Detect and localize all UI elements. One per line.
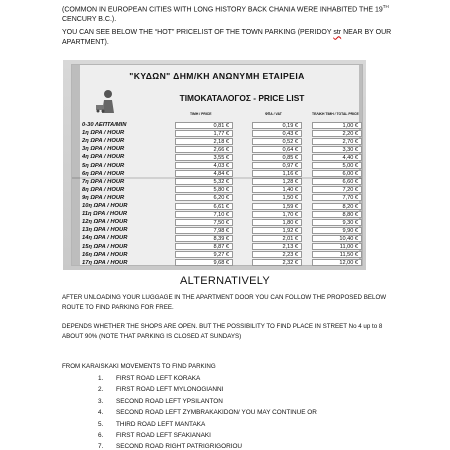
vat-cell: 1,92 € <box>252 227 302 234</box>
vat-cell: 0,97 € <box>252 162 302 169</box>
row-label: 15η ΩΡΑ / HOUR <box>82 243 128 250</box>
step-text: THIRD ROAD LEFT MANTAKA <box>116 420 206 428</box>
table-row <box>72 210 362 218</box>
table-row <box>72 218 362 226</box>
table-row <box>72 137 362 145</box>
row-label: 8η ΩΡΑ / HOUR <box>82 186 125 193</box>
total-cell: 2,20 € <box>312 130 362 137</box>
table-row <box>72 202 362 210</box>
col-header-price: TIMH / PRICE <box>190 112 212 116</box>
total-cell: 4,40 € <box>312 154 362 161</box>
vat-cell: 2,23 € <box>252 251 302 258</box>
price-cell: 6,61 € <box>175 203 233 210</box>
list-item <box>98 384 398 395</box>
price-cell: 0,81 € <box>175 122 233 129</box>
vat-cell: 1,80 € <box>252 219 302 226</box>
table-row <box>72 251 362 259</box>
total-cell: 9,90 € <box>312 227 362 234</box>
row-label: 4η ΩΡΑ / HOUR <box>82 154 125 161</box>
table-row <box>72 243 362 251</box>
sign-price-list-heading: ΤΙΜΟΚΑΤΑΛΟΓΟΣ - PRICE LIST <box>179 93 305 103</box>
row-label: 10η ΩΡΑ / HOUR <box>82 203 128 209</box>
table-row <box>72 145 362 153</box>
total-cell: 8,80 € <box>312 211 362 218</box>
step-text: FIRST ROAD LEFT KORAKA <box>116 375 201 382</box>
row-label: 0-30 ΛΕΠΤΑ/MIN <box>82 122 127 128</box>
row-label: 2η ΩΡΑ / HOUR <box>82 138 125 145</box>
intro-text <box>62 2 402 51</box>
vat-cell: 0,43 € <box>252 130 302 137</box>
table-row <box>72 226 362 234</box>
price-cell: 4,03 € <box>175 162 233 169</box>
vat-cell: 2,32 € <box>252 259 302 266</box>
total-cell: 9,30 € <box>312 219 362 226</box>
total-cell: 11,00 € <box>312 243 362 250</box>
row-label: 13η ΩΡΑ / HOUR <box>82 227 128 234</box>
total-cell: 6,00 € <box>312 170 362 177</box>
vat-cell: 0,85 € <box>252 154 302 161</box>
vat-cell: 2,01 € <box>252 235 302 242</box>
sign-company-title: "ΚΥΔΩΝ" ΔΗΜ/ΚΗ ΑΝΩΝΥΜΗ ΕΤΑΙΡΕΙΑ <box>129 71 305 81</box>
row-label: 1η ΩΡΑ / HOUR <box>82 130 125 137</box>
col-header-vat: ΦΠΑ / VAT <box>265 112 282 116</box>
total-cell: 2,70 € <box>312 138 362 145</box>
price-cell: 4,84 € <box>175 170 233 177</box>
price-cell: 9,27 € <box>175 251 233 258</box>
table-row <box>72 121 362 129</box>
paragraph-unloading: AFTER UNLOADING YOUR LUGGAGE IN THE APARTMENT DOOR YOU CAN FOLLOW THE PROPOSED BELOW ROUTE TO FIND PARKING FOR FREE. <box>62 294 387 311</box>
row-label: 7η ΩΡΑ / HOUR <box>82 178 125 185</box>
row-label: 17η ΩΡΑ / HOUR <box>82 259 128 266</box>
table-row <box>72 162 362 170</box>
step-number: 2. <box>98 386 104 394</box>
total-cell: 1,00 € <box>312 122 362 129</box>
row-label: 5η ΩΡΑ / HOUR <box>82 162 125 169</box>
step-text: FIRST ROAD LEFT SFAKIANAKI <box>116 431 211 439</box>
total-cell: 7,20 € <box>312 186 362 193</box>
list-item <box>98 396 398 407</box>
table-row <box>72 153 362 161</box>
total-cell: 5,00 € <box>312 162 362 169</box>
price-cell: 7,10 € <box>175 211 233 218</box>
step-number: 6. <box>98 431 104 439</box>
table-row <box>72 194 362 202</box>
vat-cell: 1,28 € <box>252 178 302 185</box>
vat-cell: 0,64 € <box>252 146 302 153</box>
price-cell: 1,77 € <box>175 130 233 137</box>
vat-cell: 1,50 € <box>252 194 302 201</box>
vat-cell: 0,52 € <box>252 138 302 145</box>
vat-cell: 1,40 € <box>252 186 302 193</box>
price-cell: 8,39 € <box>175 235 233 242</box>
vat-cell: 1,70 € <box>252 211 302 218</box>
intro-paragraph-history: (COMMON IN EUROPEAN CITIES WITH LONG HISTORY BACK CHANIA WERE INHABITED THE 19TH CENCURY B.C.). <box>62 4 389 23</box>
total-cell: 12,00 € <box>312 259 362 266</box>
price-list-photo <box>63 60 366 270</box>
vat-cell: 0,19 € <box>252 122 302 129</box>
row-label: 3η ΩΡΑ / HOUR <box>82 146 125 153</box>
vat-cell: 1,16 € <box>252 170 302 177</box>
row-label: 12η ΩΡΑ / HOUR <box>82 219 128 226</box>
row-label: 6η ΩΡΑ / HOUR <box>82 170 125 177</box>
list-item <box>98 373 398 384</box>
total-cell: 7,70 € <box>312 194 362 201</box>
price-cell: 2,18 € <box>175 138 233 145</box>
step-text: SECOND ROAD RIGHT PATRIGRIGORIOU <box>116 443 243 450</box>
list-item <box>98 419 398 430</box>
row-label: 11η ΩΡΑ / HOUR <box>82 211 128 218</box>
total-cell: 10,40 € <box>312 235 362 242</box>
step-text: SECOND ROAD LEFT ZYMBRAKAKIDON/ YOU MAY CONTINUE OR <box>116 409 317 417</box>
route-steps-list <box>98 373 398 450</box>
step-number: 5. <box>98 420 104 428</box>
step-number: 4. <box>98 409 104 417</box>
total-cell: 8,20 € <box>312 203 362 210</box>
price-cell: 2,66 € <box>175 146 233 153</box>
alternatively-heading: ALTERNATIVELY <box>179 275 271 287</box>
step-number: 3. <box>98 397 104 405</box>
col-header-total: ΤΕΛΙΚΗ ΤΙΜΗ / TOTAL PRICE <box>312 112 359 116</box>
price-cell: 7,50 € <box>175 219 233 226</box>
price-cell: 3,55 € <box>175 154 233 161</box>
paragraph-shops: DEPENDS WHETHER THE SHOPS ARE OPEN. BUT THE POSSIBILITY TO FIND PLACE IN STREET No 4 up to 8 ABOUT 90% (NOTE THAT PARKING IS CLOSED AT SUNDAYS) <box>62 323 383 340</box>
table-row <box>72 186 362 194</box>
price-cell: 6,20 € <box>175 194 233 201</box>
list-item <box>98 407 398 418</box>
row-label: 14η ΩΡΑ / HOUR <box>82 235 128 242</box>
step-text: SECOND ROAD LEFT YPSILANTON <box>116 397 223 405</box>
step-number: 7. <box>98 443 104 450</box>
row-label: 9η ΩΡΑ / HOUR <box>82 194 125 201</box>
total-cell: 11,50 € <box>312 251 362 258</box>
vat-cell: 2,13 € <box>252 243 302 250</box>
table-row <box>72 129 362 137</box>
paragraph-route-intro: FROM KARAISKAKI MOVEMENTS TO FIND PARKING <box>62 363 216 370</box>
price-cell: 9,68 € <box>175 259 233 266</box>
total-cell: 6,60 € <box>312 178 362 185</box>
spellcheck-word: str <box>333 29 342 37</box>
price-cell: 5,80 € <box>175 186 233 193</box>
row-label: 16η ΩΡΑ / HOUR <box>82 251 128 258</box>
table-row <box>72 259 362 267</box>
step-text: FIRST ROAD LEFT MYLONOGIANNI <box>116 386 224 394</box>
table-row <box>72 234 362 242</box>
price-cell: 8,87 € <box>175 243 233 250</box>
price-cell: 7,98 € <box>175 227 233 234</box>
vat-cell: 1,59 € <box>252 203 302 210</box>
list-item <box>98 430 398 441</box>
price-cell: 5,32 € <box>175 178 233 185</box>
intro-paragraph-pricelist: YOU CAN SEE BELOW THE “HOT” PRICELIST OF THE TOWN PARKING (PERIDOY str NEAR BY OUR APARTMENT). <box>62 29 392 46</box>
total-cell: 3,30 € <box>312 146 362 153</box>
paper-fold <box>72 177 362 179</box>
step-number: 1. <box>98 375 104 382</box>
list-item <box>98 441 398 450</box>
price-list-sign <box>71 64 363 266</box>
